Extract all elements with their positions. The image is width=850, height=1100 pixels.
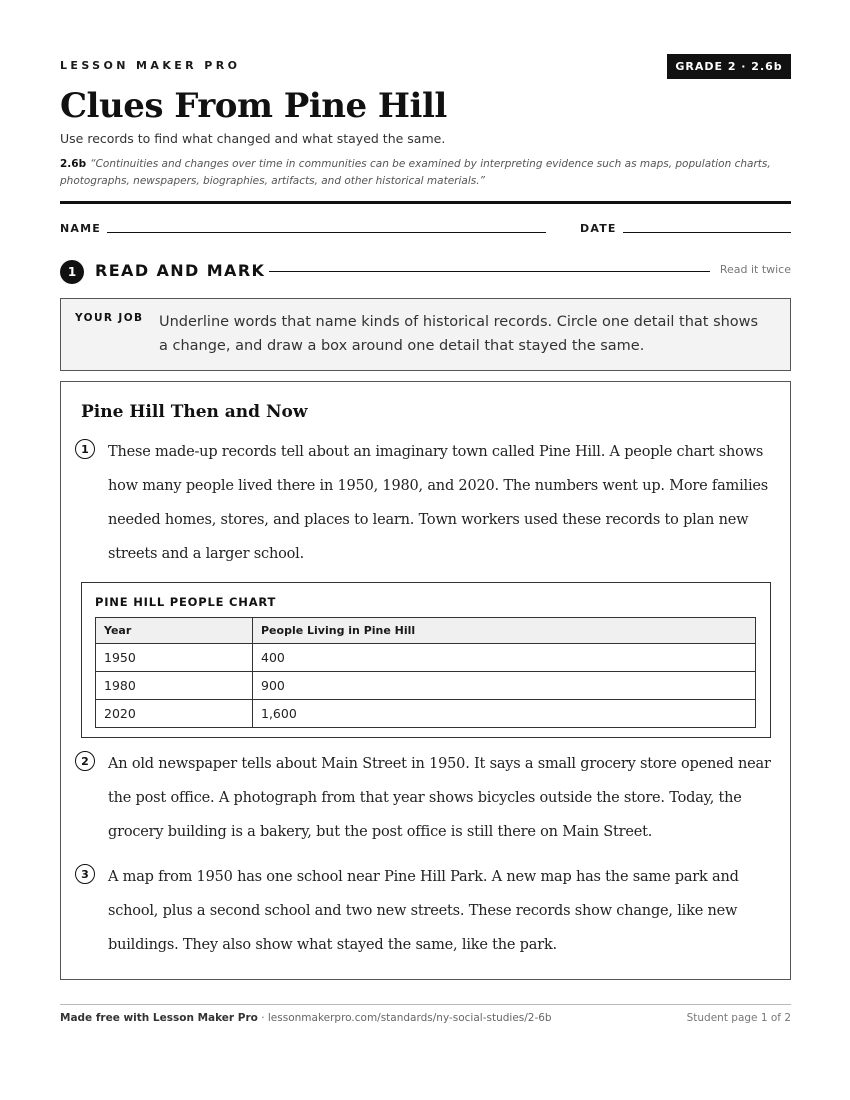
name-field[interactable] <box>107 232 546 233</box>
footer-credit <box>60 1012 552 1024</box>
table-cell-year: 2020 <box>96 700 253 728</box>
footer-page-number: Student page 1 of 2 <box>686 1012 791 1024</box>
table-cell-people: 400 <box>253 644 756 672</box>
brand-name: LESSON MAKER PRO <box>60 59 241 72</box>
grade-badge: GRADE 2 · 2.6b <box>667 54 791 79</box>
table-header-row <box>96 618 756 644</box>
table-cell-people: 1,600 <box>253 700 756 728</box>
paragraph-text[interactable]: A map from 1950 has one school near Pine Hill Park. A new map has the same park and school, plus a second school and two new streets. These records show change, like new buildings. They also show what stayed the same, like the park. <box>108 869 739 953</box>
section-number-badge: 1 <box>60 260 84 284</box>
date-label: DATE <box>580 222 617 235</box>
name-label: NAME <box>60 222 101 235</box>
instructions-text: Underline words that name kinds of historical records. Circle one detail that shows a change, and draw a box around one detail that stayed the same. <box>159 314 759 354</box>
paragraph-number: 3 <box>75 864 95 884</box>
paragraph-text[interactable]: An old newspaper tells about Main Street in 1950. It says a small grocery store opened near the post office. A photograph from that year shows bicycles outside the store. Today, the grocery building is a bakery, but the post office is still there on Main Street. <box>108 756 771 840</box>
table-row <box>96 644 756 672</box>
instructions-label: YOUR JOB <box>75 312 144 324</box>
reading-passage <box>60 381 791 980</box>
instructions-box <box>60 298 791 371</box>
table-row <box>96 700 756 728</box>
section-title: READ AND MARK <box>95 261 266 280</box>
page-title: Clues From Pine Hill <box>60 86 447 126</box>
column-header-people: People Living in Pine Hill <box>253 618 756 644</box>
table-cell-people: 900 <box>253 672 756 700</box>
page-subtitle: Use records to find what changed and what stayed the same. <box>60 131 446 146</box>
paragraph-number: 2 <box>75 751 95 771</box>
table-cell-year: 1980 <box>96 672 253 700</box>
paragraph-text[interactable]: These made-up records tell about an imaginary town called Pine Hill. A people chart shows how many people lived there in 1950, 1980, and 2020. The numbers went up. More families needed homes, stores, and places to learn. Town workers used these records to plan new streets and a larger school. <box>108 444 769 562</box>
people-chart <box>81 582 771 738</box>
section-divider <box>269 271 710 272</box>
people-table <box>95 617 756 728</box>
standard-text: “Continuities and changes over time in communities can be examined by interpreting evidence such as maps, population charts, photographs, newspapers, biographies, artifacts, and other historical materials.” <box>60 158 771 187</box>
section-note: Read it twice <box>719 263 791 276</box>
footer-divider <box>60 1004 791 1005</box>
footer-made-with: Made free with Lesson Maker Pro <box>60 1012 258 1024</box>
passage-title: Pine Hill Then and Now <box>81 402 308 422</box>
header-divider <box>60 201 791 204</box>
worksheet-page <box>60 0 791 1100</box>
paragraph-number: 1 <box>75 439 95 459</box>
column-header-year: Year <box>96 618 253 644</box>
footer-url: · lessonmakerpro.com/standards/ny-social-studies/2-6b <box>261 1012 552 1024</box>
table-cell-year: 1950 <box>96 644 253 672</box>
standard-code: 2.6b <box>60 158 87 170</box>
standard-statement <box>60 156 791 190</box>
chart-title: PINE HILL PEOPLE CHART <box>95 595 277 609</box>
date-field[interactable] <box>623 232 791 233</box>
table-row <box>96 672 756 700</box>
